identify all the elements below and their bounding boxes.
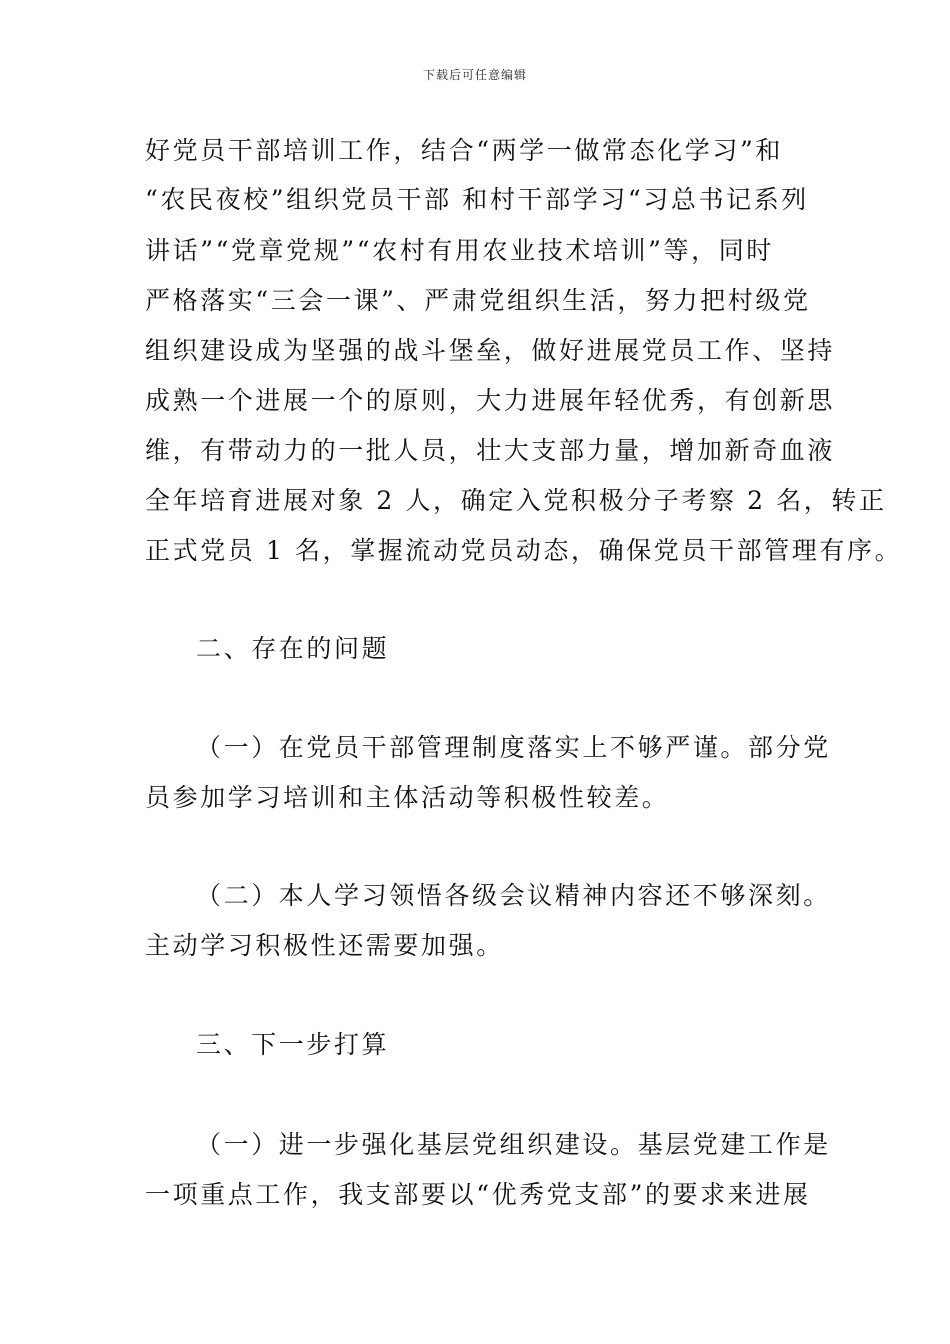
paragraph-line: 组织建设成为坚强的战斗堡垒，做好进展党员工作、坚持 (145, 336, 836, 365)
paragraph-line: （二）本人学习领悟各级会议精神内容还不够深刻。 (196, 881, 831, 910)
section-heading: 三、下一步打算 (196, 1030, 390, 1059)
paragraph-line: 好党员干部培训工作，结合“两学一做常态化学习”和 (145, 136, 783, 165)
page-header-note: 下载后可任意编辑 (422, 68, 527, 82)
paragraph-line: 全年培育进展对象 2 人，确定入党积极分子考察 2 名，转正 (145, 486, 887, 515)
paragraph-line: （一）进一步强化基层党组织建设。基层党建工作是 (196, 1130, 831, 1159)
section-heading: 二、存在的问题 (196, 634, 390, 663)
paragraph-line: 正式党员 1 名，掌握流动党员动态，确保党员干部管理有序。 (145, 536, 903, 565)
paragraph-line: “农民夜校”组织党员干部 和村干部学习“习总书记系列 (145, 185, 809, 214)
paragraph-line: 讲话”“党章党规”“农村有用农业技术培训”等，同时 (145, 236, 774, 265)
paragraph-line: （一）在党员干部管理制度落实上不够严谨。部分党 (196, 733, 831, 762)
paragraph-line: 严格落实“三会一课”、严肃党组织生活，努力把村级党 (145, 286, 811, 315)
paragraph-line: 维，有带动力的一批人员，壮大支部力量，增加新奇血液 (145, 436, 836, 465)
paragraph-line: 主动学习积极性还需要加强。 (145, 931, 504, 960)
paragraph-line: 成熟一个进展一个的原则，大力进展年轻优秀，有创新思 (145, 386, 836, 415)
paragraph-line: 一项重点工作，我支部要以“优秀党支部”的要求来进展 (145, 1180, 811, 1209)
paragraph-line: 员参加学习培训和主体活动等积极性较差。 (145, 783, 670, 812)
